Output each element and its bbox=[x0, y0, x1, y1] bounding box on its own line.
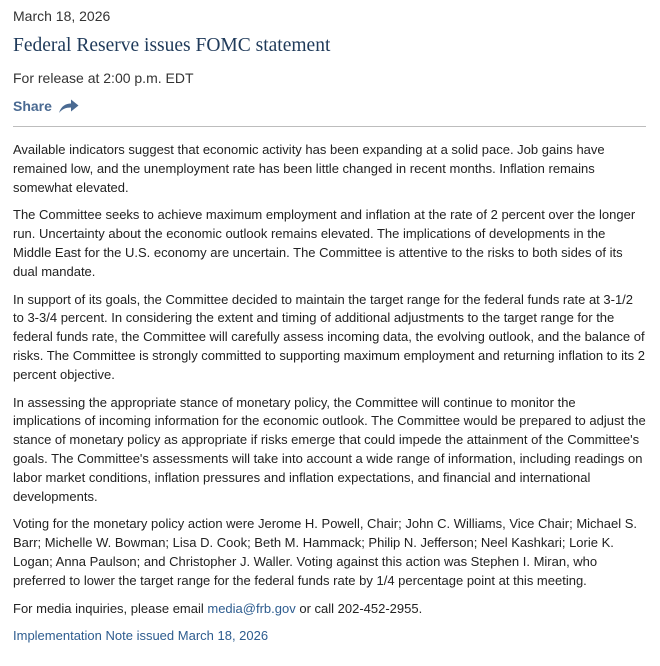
implementation-note-link[interactable]: Implementation Note issued March 18, 2026 bbox=[13, 628, 269, 644]
share-button[interactable] bbox=[13, 98, 79, 114]
media-email-link[interactable]: media@frb.gov bbox=[207, 600, 296, 616]
header-divider bbox=[13, 126, 646, 127]
release-time: For release at 2:00 p.m. EDT bbox=[13, 70, 194, 86]
statement-paragraph-5: Voting for the monetary policy action were Jerome H. Powell, Chair; John C. Williams, Vice Chair; Michael S. Barr; Michelle W. Bowman; Lisa D. Cook; Beth M. Hammack; Philip N. Jefferson; Neel Kashkari; Lorie K. Logan; Anna Paulson; and Christopher J. Waller. Voting against this action was Stephen I. Miran, who preferred to lower the target range for the federal funds rate by 1/4 percentage point at this meeting. bbox=[13, 516, 638, 588]
statement-body bbox=[13, 141, 646, 645]
media-prefix: For media inquiries, please email bbox=[13, 600, 208, 616]
share-arrow-icon bbox=[58, 98, 79, 114]
page-title: Federal Reserve issues FOMC statement bbox=[13, 35, 331, 56]
statement-paragraph-2: The Committee seeks to achieve maximum employment and inflation at the rate of 2 percent over the longer run. Uncertainty about the economic outlook remains elevated. The implications of developments in the Middle East for the U.S. economy are uncertain. The Committee is attentive to the risks to both sides of its dual mandate. bbox=[13, 207, 636, 279]
media-inquiries bbox=[13, 600, 646, 619]
statement-paragraph-3: In support of its goals, the Committee decided to maintain the target range for the federal funds rate at 3-1/2 to 3-3/4 percent. In considering the extent and timing of additional adjustments to the target range for the federal funds rate, the Committee will carefully assess incoming data, the evolving outlook, and the balance of risks. The Committee is strongly committed to supporting maximum employment and returning inflation to its 2 percent objective. bbox=[13, 291, 645, 382]
media-suffix: or call 202-452-2955. bbox=[295, 600, 423, 616]
share-label: Share bbox=[13, 98, 52, 114]
press-release bbox=[0, 8, 660, 645]
release-date: March 18, 2026 bbox=[13, 8, 111, 24]
statement-paragraph-1: Available indicators suggest that economic activity has been expanding at a solid pace. Job gains have remained low, and the unemployment rate has been little changed in recent months. Inflation remains somewhat elevated. bbox=[13, 142, 605, 195]
statement-paragraph-4: In assessing the appropriate stance of monetary policy, the Committee will continue to monitor the implications of incoming information for the economic outlook. The Committee would be prepared to adjust the stance of monetary policy as appropriate if risks emerge that could impede the attainment of the Committee's goals. The Committee's assessments will take into account a wide range of information, including readings on labor market conditions, inflation pressures and inflation expectations, and financial and international developments. bbox=[13, 394, 646, 504]
